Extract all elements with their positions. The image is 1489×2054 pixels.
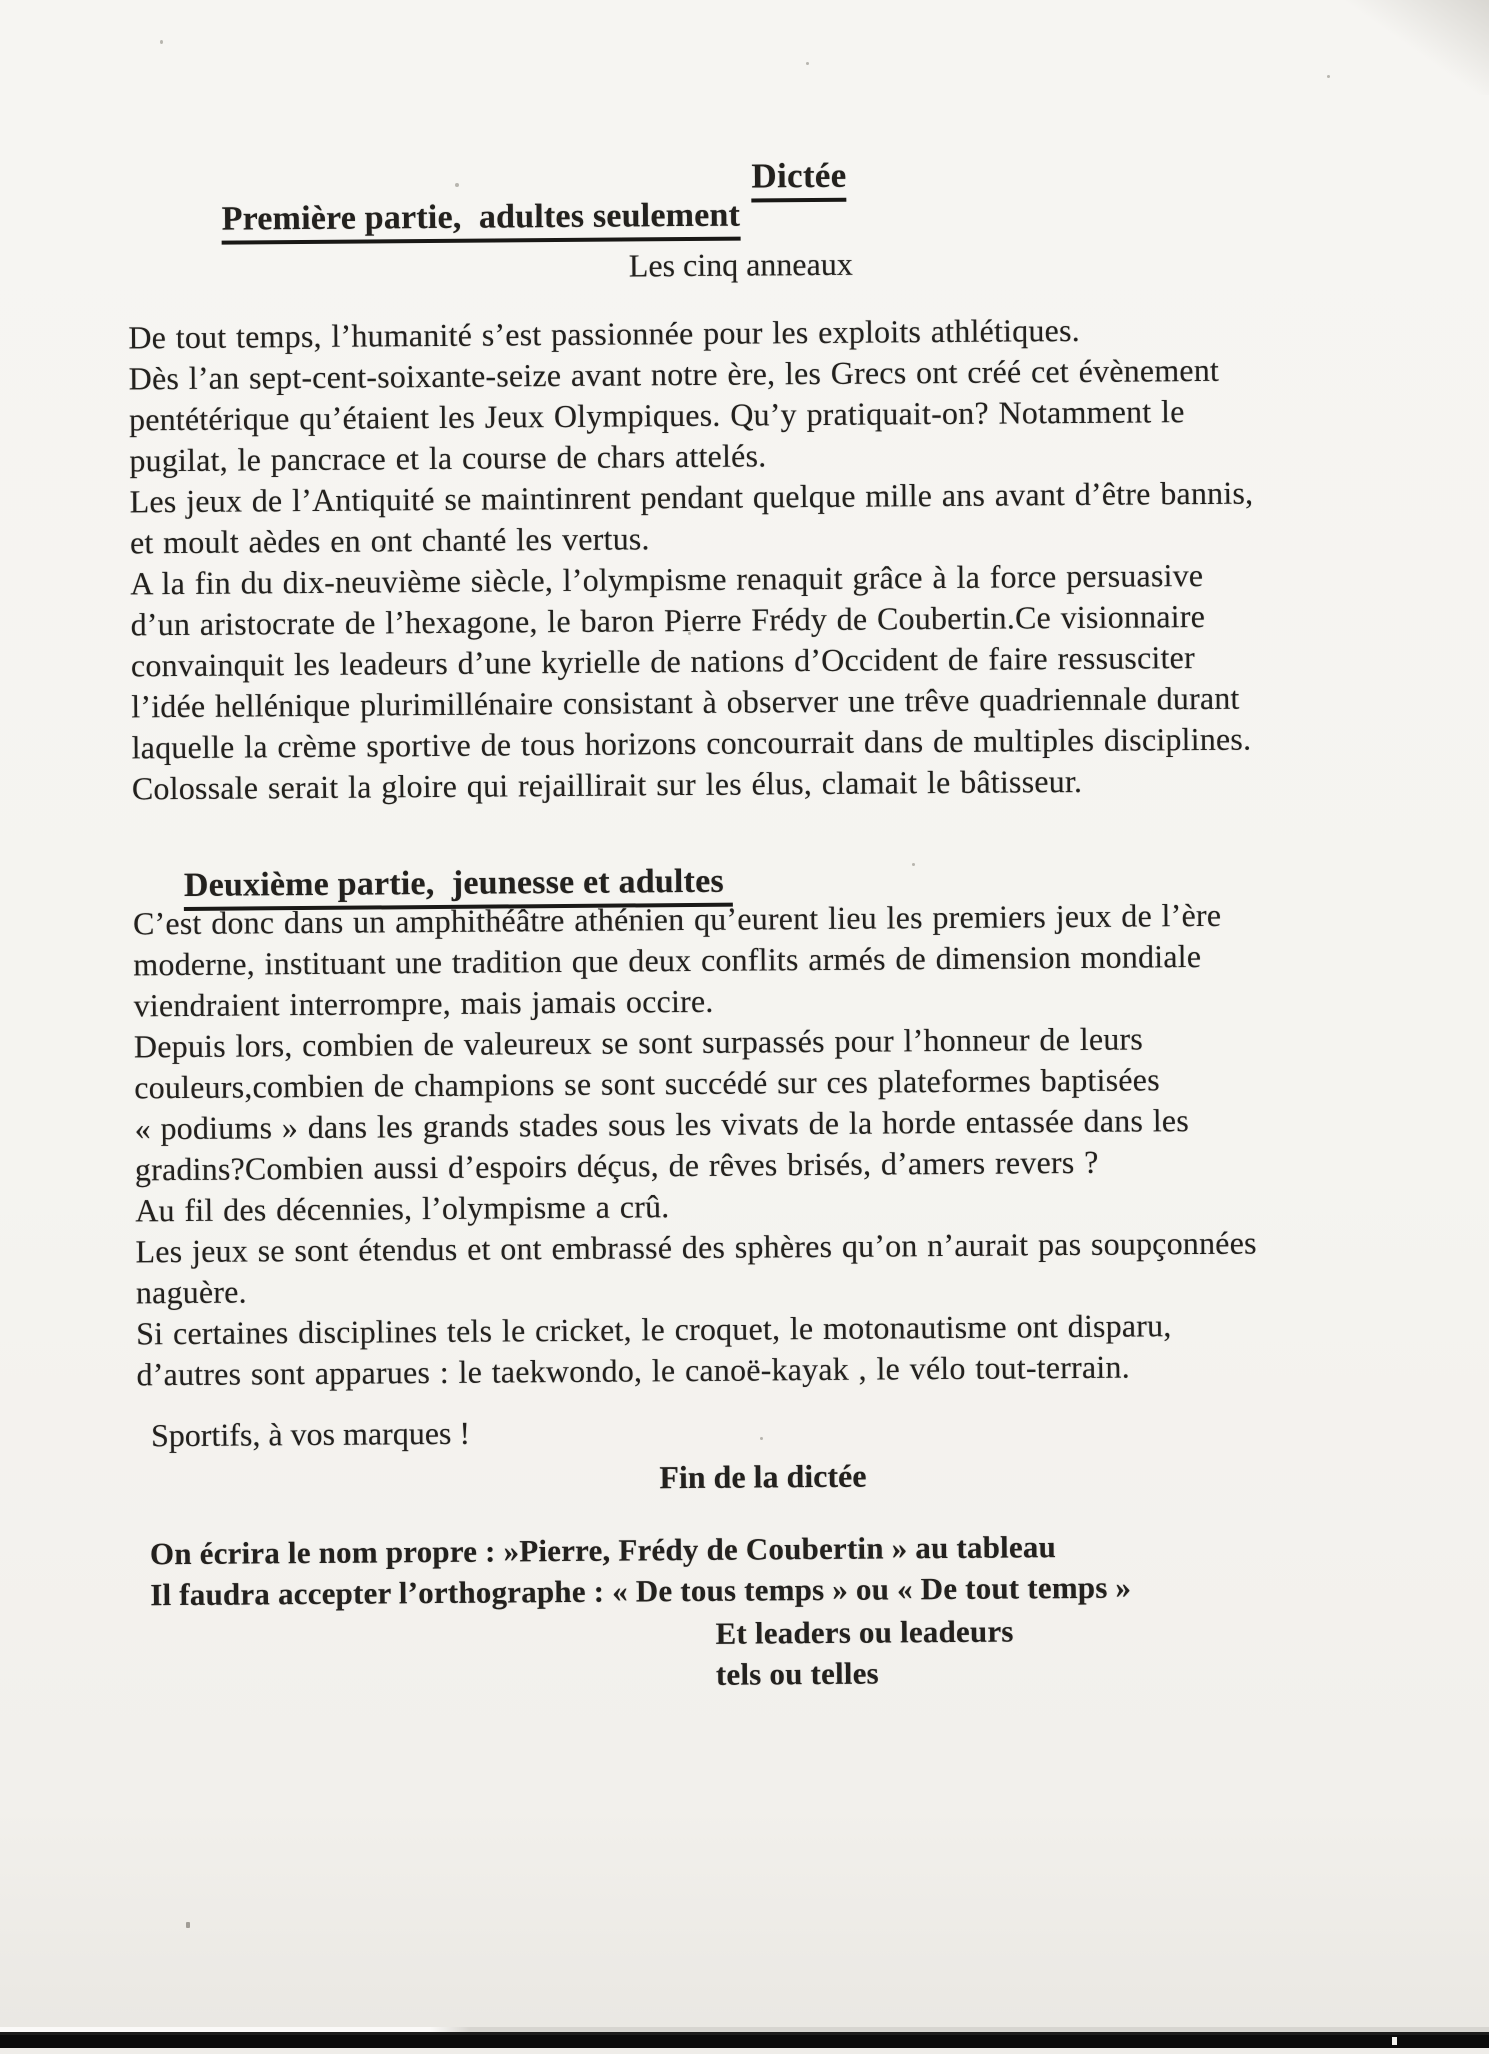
page-title-text: Dictée — [751, 156, 846, 203]
scan-speck — [1392, 2037, 1397, 2045]
section1-heading-text: Première partie, adultes seulement — [222, 197, 741, 245]
section1-paragraph: De tout temps, l’humanité s’est passionnée pour les exploits athlétiques. Dès l’an sept-cent-soixante-seize avant notre ère, les Grecs ont créé cet évènement pentétérique qu’étaient les Jeux Olympiques. Qu’y pratiquait-on? Notamment le pugilat, le pancrace et la course de chars attelés. Les jeux de l’Antiquité se maintinrent pendant quelque mille ans avant d’être bannis, et moult aèdes en ont chanté les vertus. A la fin du dix-neuvième siècle, l’olympisme renaquit grâce à la force persuasive d’un aristocrate de l’hexagone, le baron Pierre Frédy de Coubertin.Ce visionnaire convainquit les leadeurs d’une kyrielle de nations d’Occident de faire ressusciter l’idée hellénique plurimillénaire consistant à observer une trêve quadriennale durant laquelle la crème sportive de tous horizons concourrait dans de multiples disciplines. Colossale serait la gloire qui rejaillirait sur les élus, clamait le bâtisseur. — [128, 311, 1254, 807]
closing-line: Sportifs, à vos marques ! — [150, 1414, 471, 1454]
teacher-notes-indented: Et leaders ou leadeurs tels ou telles — [715, 1613, 1014, 1692]
end-of-dictation-marker: Fin de la dictée — [659, 1457, 867, 1496]
teacher-notes: On écrira le nom propre : »Pierre, Frédy de Coubertin » au tableau Il faudra accepter l’orthographe : « De tous temps » ou « De tout temps » — [149, 1529, 1132, 1613]
section2-heading-text: Deuxième partie, jeunesse et adultes — [184, 863, 733, 911]
section2-paragraph: C’est donc dans un amphithéâtre athénien qu’eurent lieu les premiers jeux de l’ère moderne, instituant une tradition que deux conflits armés de dimension mondiale viendraient interrompre, mais jamais occire. Depuis lors, combien de valeureux se sont surpassés pour l’honneur de leurs couleurs,combien de champions se sont succédé sur ces plateformes baptisées « podiums » dans les grands stades sous les vivats de la horde entassée dans les gradins?Combien aussi d’espoirs déçus, de rêves brisés, d’amers revers ? Au fil des décennies, l’olympisme a crû. Les jeux se sont étendus et ont embrassé des sphères qu’on n’aurait pas soupçonnées naguère. Si certaines disciplines tels le cricket, le croquet, le motonautisme ont disparu, d’autres sont apparues : le taekwondo, le canoë-kayak , le vélo tout-terrain. — [132, 896, 1257, 1393]
dictation-subtitle: Les cinq anneaux — [628, 245, 853, 284]
scanner-bottom-band — [0, 2032, 1489, 2048]
scanner-band-top-edge — [0, 2032, 1489, 2035]
